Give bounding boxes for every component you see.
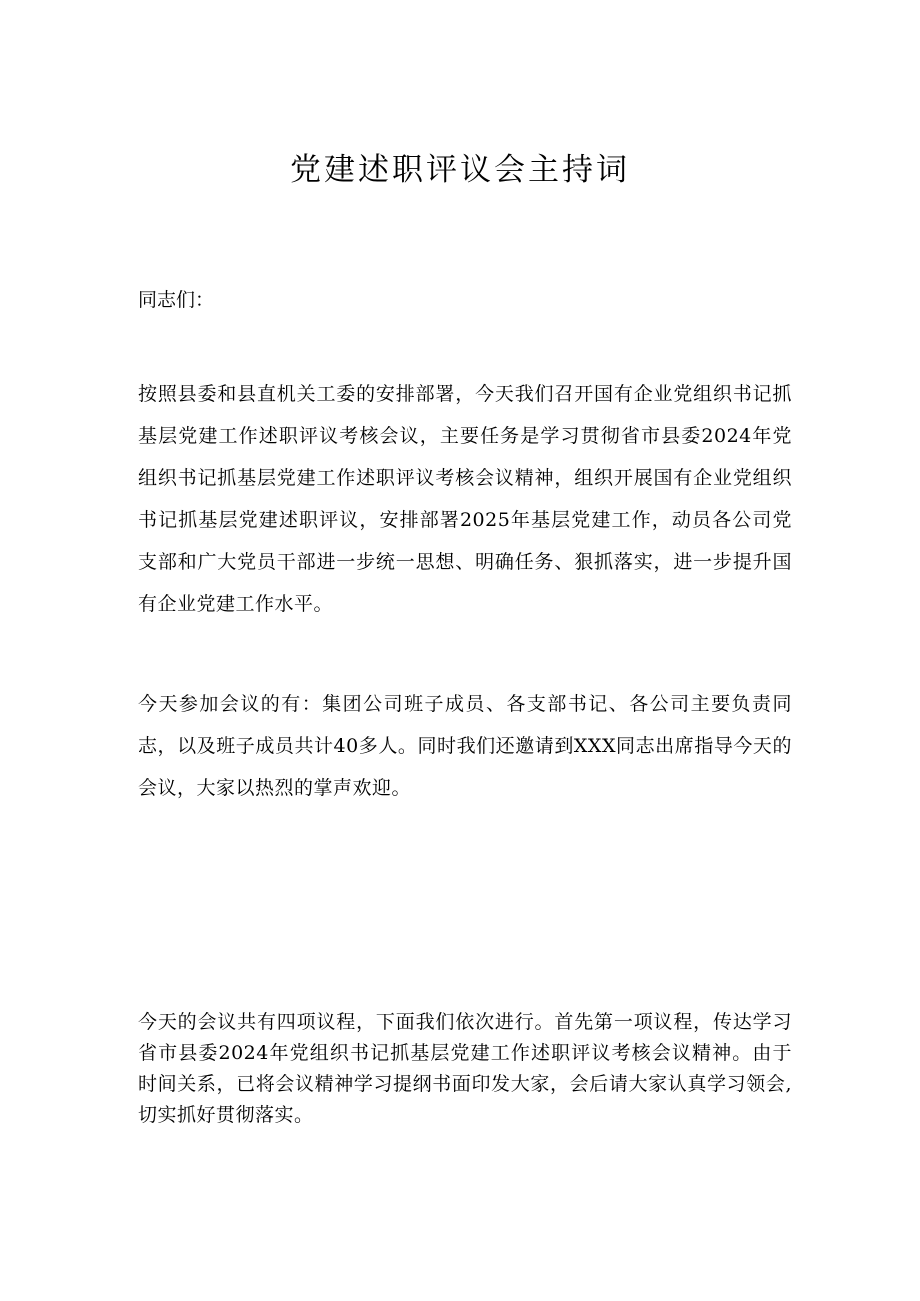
greeting: 同志们： [138, 289, 215, 311]
paragraph-agenda: 今天的会议共有四项议程，下面我们依次进行。首先第一项议程，传达学习省市县委2024年党组织书记抓基层党建工作述职评议考核会议精神。由于时间关系，已将会议精神学习提纲书面印发大家，会后请大家认真学习领会,切实抓好贯彻落实。 [138, 1011, 792, 1126]
paragraph-attendees: 今天参加会议的有：集团公司班子成员、各支部书记、各公司主要负责同志，以及班子成员共计40多人。同时我们还邀请到XXX同志出席指导今天的会议，大家以热烈的掌声欢迎。 [138, 693, 792, 799]
paragraph-arrangement: 按照县委和县直机关工委的安排部署，今天我们召开国有企业党组织书记抓基层党建工作述职评议考核会议，主要任务是学习贯彻省市县委2024年党组织书记抓基层党建工作述职评议考核会议精神，组织开展国有企业党组织书记抓基层党建述职评议，安排部署2025年基层党建工作，动员各公司党支部和广大党员干部进一步统一思想、明确任务、狠抓落实，进一步提升国有企业党建工作水平。 [138, 383, 792, 615]
document-title: 党建述职评议会主持词 [290, 152, 630, 188]
